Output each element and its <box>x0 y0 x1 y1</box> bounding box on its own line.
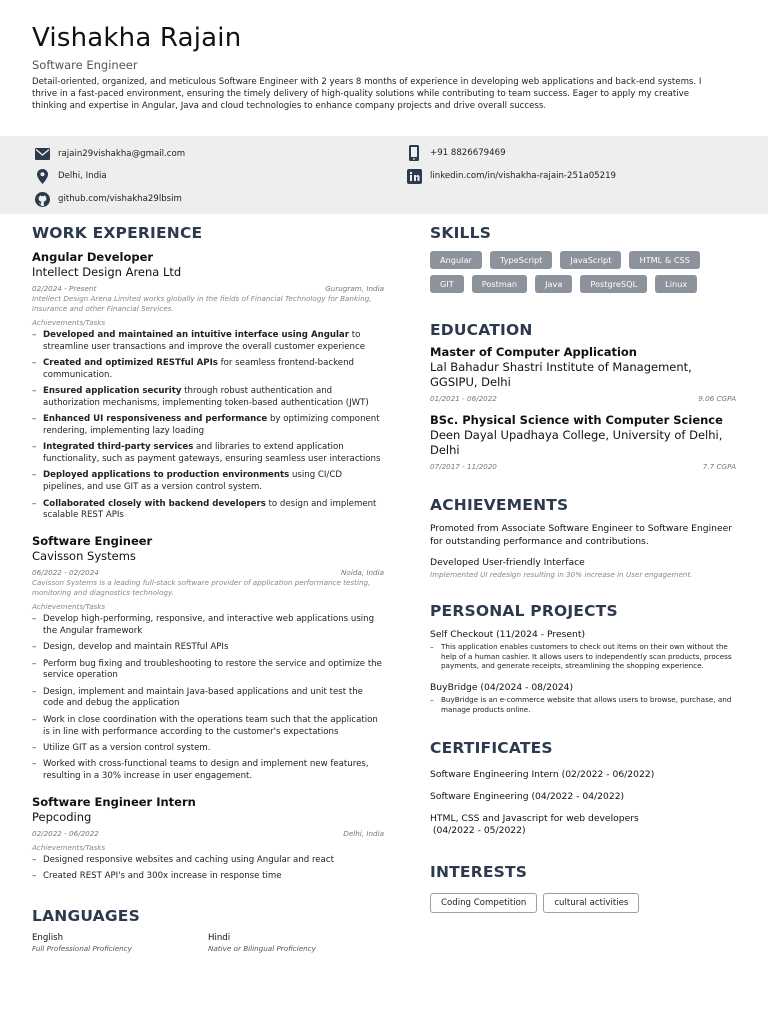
linkedin-icon <box>406 168 422 184</box>
project-description: – This application enables customers to check out items on their own without the help of a human cashier. It allows users to independently scan products, process payments, and generate receipts, streamlining the shopping experience. <box>430 642 736 671</box>
contact-location <box>34 168 107 184</box>
mobile-phone-icon <box>406 145 422 161</box>
task-item: – Enhanced UI responsiveness and performance by optimizing component rendering, implementing lazy loading <box>32 414 384 438</box>
interests-list <box>430 893 736 913</box>
task-item: – Work in close coordination with the operations team such that the application is in line with performance according to the customer's expectations <box>32 715 384 739</box>
task-item: – Developed and maintained an intuitive interface using Angular to streamline user transactions and improve the overall customer experience <box>32 330 384 354</box>
skill-tag: Java <box>535 275 572 293</box>
left-column <box>32 222 384 954</box>
task-list <box>32 330 384 522</box>
school-name: Deen Dayal Upadhaya College, University of Delhi, Delhi <box>430 428 723 457</box>
contact-phone[interactable] <box>406 145 506 161</box>
education-item <box>430 413 736 472</box>
language-item <box>32 932 208 954</box>
job-dates: 02/2022 - 06/2022 <box>32 828 99 838</box>
task-item: – Integrated third-party services and libraries to extend application functionality, such as payment gateways, ensuring seamless user interactions <box>32 442 384 466</box>
project-item <box>430 628 736 671</box>
job-dates: 06/2022 - 02/2024 <box>32 568 99 578</box>
education-meta <box>430 394 736 404</box>
job-role: Angular Developer <box>32 250 154 264</box>
certificates-section <box>430 737 736 837</box>
skill-tag: PostgreSQL <box>580 275 647 293</box>
job-meta <box>32 284 384 294</box>
job-dates: 02/2024 - Present <box>32 284 97 293</box>
tasks-label: Achievements/Tasks <box>32 842 106 852</box>
degree-name: Master of Computer Application <box>430 345 637 359</box>
skill-tag: JavaScript <box>560 251 621 269</box>
job-role: Software Engineer <box>32 534 153 549</box>
achievement-title: Promoted from Associate Software Engineer to Software Engineer for outstanding performance and contributions. <box>430 523 733 547</box>
skill-tag: Postman <box>472 275 527 293</box>
education-dates: 07/2017 - 11/2020 <box>430 462 497 471</box>
project-title: Self Checkout (11/2024 - Present) <box>430 628 586 640</box>
task-item: – Utilize GIT as a version control system. <box>32 743 384 755</box>
job-role: Software Engineer Intern <box>32 794 196 809</box>
achievement-item <box>430 523 736 548</box>
skill-tag: HTML & CSS <box>629 251 699 269</box>
job-location: Noida, India <box>341 568 384 578</box>
candidate-name: Vishakha Rajain <box>32 23 242 53</box>
task-item: – Designed responsive websites and caching using Angular and react <box>32 855 384 867</box>
contact-linkedin[interactable] <box>406 168 616 184</box>
task-item: – Develop high-performing, responsive, and interactive web applications using the Angular framework <box>32 614 384 638</box>
languages-heading: LANGUAGES <box>32 906 140 925</box>
certificate-item: Software Engineering Intern (02/2022 - 06/2022) <box>430 768 655 780</box>
job-company: Pepcoding <box>32 809 92 824</box>
job-location: Gurugram, India <box>325 284 384 293</box>
job-meta <box>32 568 384 578</box>
interest-tag: cultural activities <box>543 893 639 913</box>
education-meta <box>430 462 736 472</box>
project-item <box>430 681 736 715</box>
education-grade: 9.06 CGPA <box>698 394 736 403</box>
certificate-item: Software Engineering (04/2022 - 04/2022) <box>430 790 625 802</box>
achievements-heading: ACHIEVEMENTS <box>430 496 569 514</box>
contact-band <box>0 136 768 214</box>
education-grade: 7.7 CGPA <box>702 462 736 471</box>
email-text: rajain29vishakha@gmail.com <box>58 149 186 159</box>
job-entry <box>32 795 384 883</box>
summary-text: Detail-oriented, organized, and meticulous Software Engineer with 2 years 8 months of experience in developing web applications and back-end systems. I thrive in a fast-paced environment, ensuring the timely delivery of high-quality solutions while contributing to team success. Eager to apply my creative thinking and expertise in Angular, Java and cloud technologies to enhance company projects and drive overall success. <box>32 77 702 112</box>
task-list <box>32 614 384 783</box>
job-company: Cavisson Systems <box>32 549 136 564</box>
resume-header <box>32 22 732 113</box>
language-list <box>32 932 384 954</box>
degree-name: BSc. Physical Science with Computer Science <box>430 413 723 427</box>
projects-section <box>430 600 736 715</box>
achievement-description: Implemented UI redesign resulting in 30% increase in User engagement. <box>430 569 693 579</box>
education-item <box>430 345 736 404</box>
github-icon <box>34 191 50 207</box>
task-item: – Created REST API's and 300x increase in response time <box>32 871 384 883</box>
interests-section <box>430 861 736 913</box>
task-item: – Created and optimized RESTful APIs for seamless frontend-backend communication. <box>32 358 384 382</box>
certificates-heading: CERTIFICATES <box>430 738 553 757</box>
projects-heading: PERSONAL PROJECTS <box>430 601 618 620</box>
candidate-title: Software Engineer <box>32 58 138 72</box>
linkedin-text: linkedin.com/in/vishakha-rajain-251a05219 <box>430 171 617 181</box>
project-description: – BuyBridge is an e-commerce website that allows users to browse, purchase, and manage products online. <box>430 695 736 715</box>
language-name: Hindi <box>208 932 231 943</box>
job-company: Intellect Design Arena Ltd <box>32 265 182 279</box>
task-item: – Collaborated closely with backend developers to design and implement scalable REST APIs <box>32 499 384 523</box>
map-pin-icon <box>34 168 50 184</box>
skill-tag: GIT <box>430 275 464 293</box>
achievement-title: Developed User-friendly Interface <box>430 557 585 569</box>
task-item: – Deployed applications to production environments using CI/CD pipelines, and use GIT as a version control system. <box>32 470 384 494</box>
envelope-icon <box>34 146 50 162</box>
achievement-item <box>430 557 736 580</box>
job-description: Cavisson Systems is a leading full-stack software provider of application performance testing, monitoring and diagnostics technology. <box>32 578 371 598</box>
job-description: Intellect Design Arena Limited works globally in the fields of Financial Technology for Banking, Insurance and other Financial Services. <box>32 294 372 313</box>
task-item: – Worked with cross-functional teams to design and implement new features, resulting in a 30% increase in user engagement. <box>32 759 384 783</box>
location-text: Delhi, India <box>58 171 107 181</box>
skills-heading: SKILLS <box>430 224 492 242</box>
job-location: Delhi, India <box>343 828 384 838</box>
language-level: Full Professional Proficiency <box>32 943 132 953</box>
education-dates: 01/2021 - 06/2022 <box>430 394 497 403</box>
task-item: – Design, implement and maintain Java-based applications and unit test the code and debug the application <box>32 687 384 711</box>
task-list <box>32 855 384 883</box>
skills-list <box>430 251 736 299</box>
interests-heading: INTERESTS <box>430 862 528 881</box>
github-text: github.com/vishakha29lbsim <box>58 194 182 204</box>
education-section <box>430 319 736 472</box>
work-experience-heading: WORK EXPERIENCE <box>32 224 203 242</box>
job-meta <box>32 829 384 839</box>
languages-section <box>32 905 384 954</box>
phone-text: +91 8826679469 <box>430 148 506 158</box>
interest-tag: Coding Competition <box>430 893 537 913</box>
contact-github[interactable] <box>34 191 182 207</box>
school-name: Lal Bahadur Shastri Institute of Management, GGSIPU, Delhi <box>430 360 692 389</box>
language-level: Native or Bilingual Proficiency <box>208 943 316 953</box>
education-heading: EDUCATION <box>430 321 533 339</box>
job-entry <box>32 534 384 783</box>
skill-tag: Linux <box>655 275 697 293</box>
task-item: – Ensured application security through robust authentication and authorization mechanisms, implementing token-based authentication (JWT) <box>32 386 384 410</box>
skill-tag: Angular <box>430 251 482 269</box>
task-item: – Perform bug fixing and troubleshooting to restore the service and optimize the service operation <box>32 659 384 683</box>
skill-tag: TypeScript <box>490 251 553 269</box>
task-item: – Design, develop and maintain RESTful APIs <box>32 642 384 654</box>
language-name: English <box>32 932 64 943</box>
achievements-section <box>430 494 736 580</box>
language-item <box>208 932 384 954</box>
job-entry <box>32 250 384 522</box>
contact-email[interactable] <box>34 146 185 162</box>
tasks-label: Achievements/Tasks <box>32 602 106 612</box>
right-column <box>430 222 736 913</box>
certificate-item: HTML, CSS and Javascript for web developers (04/2022 - 05/2022) <box>430 812 639 836</box>
project-title: BuyBridge (04/2024 - 08/2024) <box>430 682 574 694</box>
tasks-label: Achievements/Tasks <box>32 318 106 327</box>
